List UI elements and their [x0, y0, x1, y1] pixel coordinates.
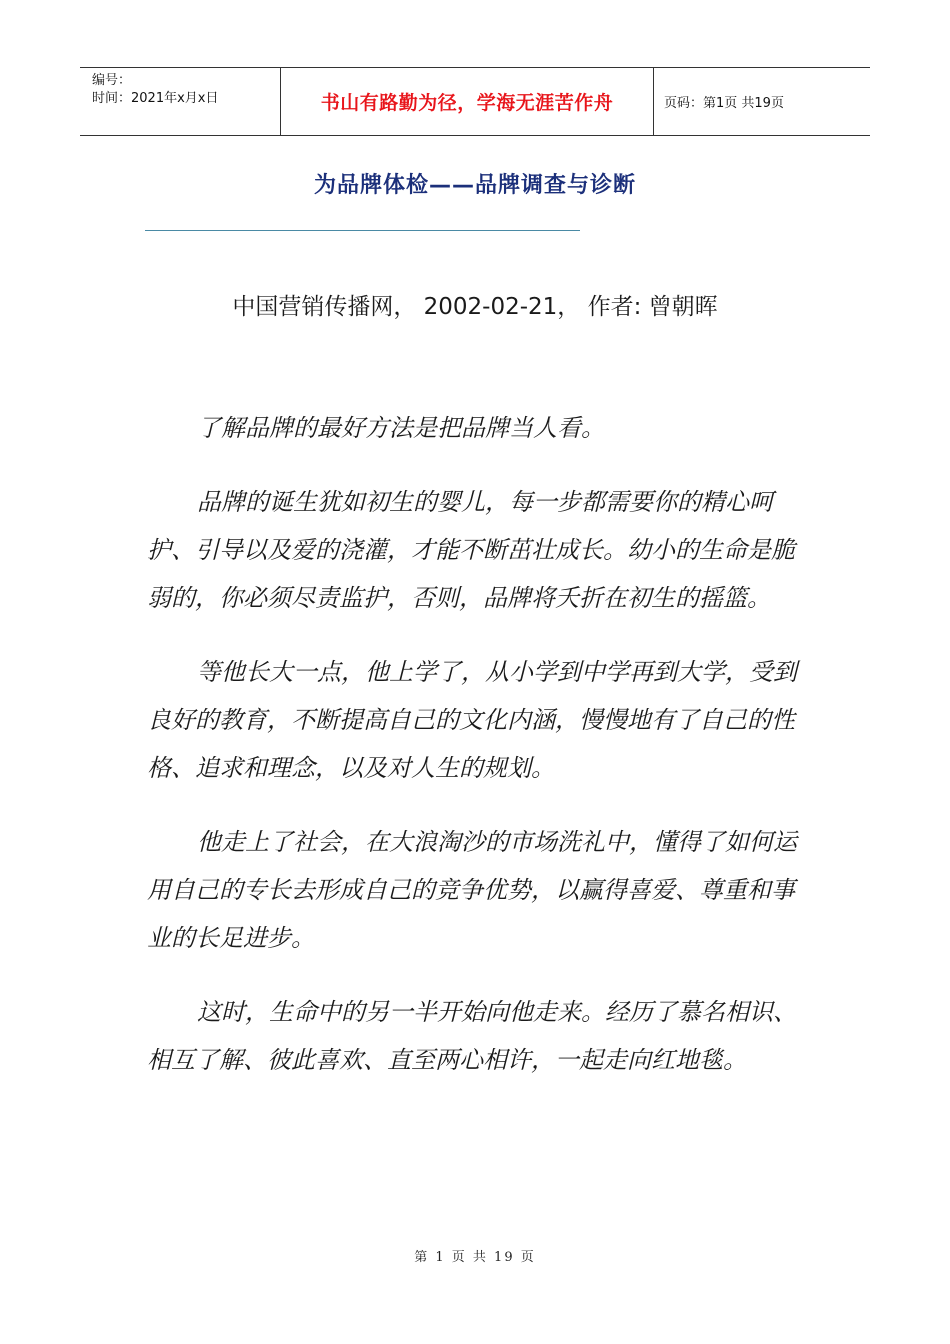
page-footer: 第 1 页 共 19 页 [414, 1250, 536, 1265]
paragraph: 了解品牌的最好方法是把品牌当人看。 [197, 414, 605, 442]
date-line: 时间：2021年x月x日 [92, 91, 219, 106]
paragraph: 他走上了社会，在大浪淘沙的市场洗礼中，懂得了如何运用自己的专长去形成自己的竞争优势，以赢得喜爱、尊重和事业的长足进步。 [147, 828, 797, 952]
serial-number-label: 编号： [92, 73, 132, 88]
paragraph: 等他长大一点，他上学了，从小学到中学再到大学，受到良好的教育，不断提高自己的文化内涵，慢慢地有了自己的性格、追求和理念，以及对人生的规划。 [147, 658, 797, 782]
header-table [80, 67, 870, 136]
document-title: 为品牌体检——品牌调查与诊断 [313, 173, 636, 198]
paragraph: 这时，生命中的另一半开始向他走来。经历了慕名相识、相互了解、彼此喜欢、直至两心相许，一起走向红地毯。 [147, 998, 797, 1074]
header-info-cell [80, 68, 281, 135]
paragraph: 品牌的诞生犹如初生的婴儿，每一步都需要你的精心呵护、引导以及爱的浇灌，才能不断茁壮成长。幼小的生命是脆弱的，你必须尽责监护，否则，品牌将夭折在初生的摇篮。 [147, 488, 795, 612]
title-divider [145, 230, 580, 231]
byline: 中国营销传播网， 2002-02-21， 作者: 曾朝晖 [232, 294, 718, 320]
header-page-code: 页码：第1页 共19页 [664, 96, 784, 111]
header-motto: 书山有路勤为径，学海无涯苦作舟 [281, 68, 654, 135]
body-text [147, 404, 797, 1110]
